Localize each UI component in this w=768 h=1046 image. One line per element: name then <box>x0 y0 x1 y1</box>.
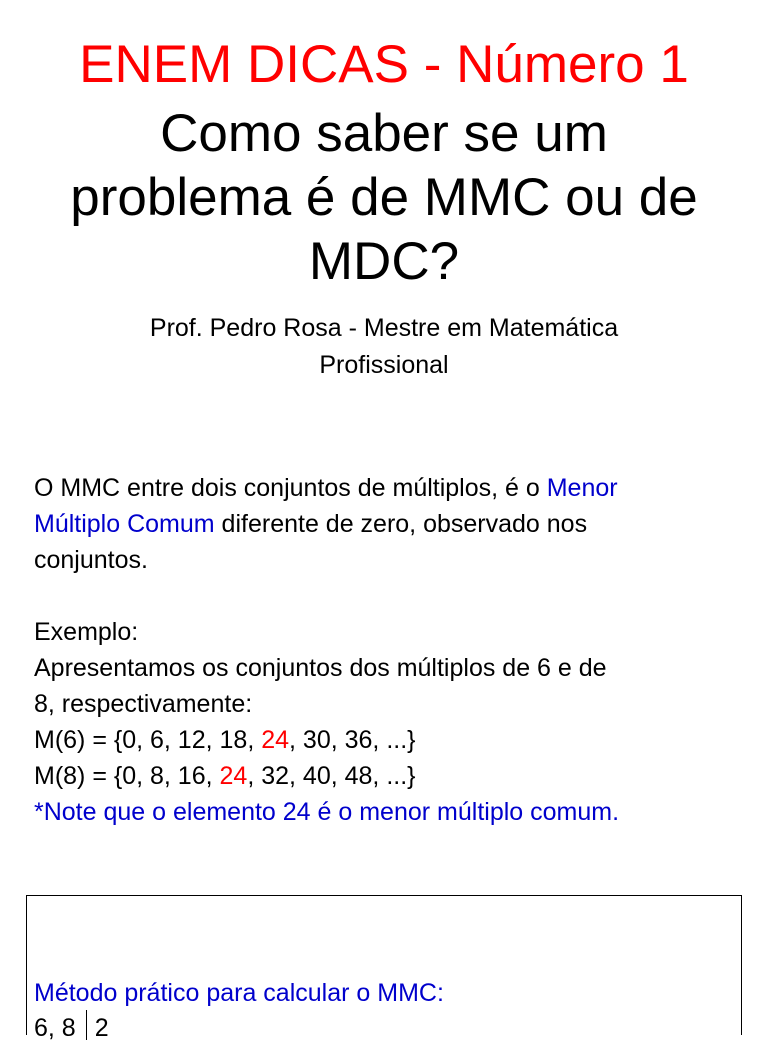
document-title: ENEM DICAS - Número 1 <box>79 35 689 94</box>
subtitle-line: Como saber se um <box>160 104 608 163</box>
text-run: O MMC entre dois conjuntos de múltiplos, é o <box>34 474 547 502</box>
highlight-term: Menor <box>546 474 618 502</box>
text-run: M(8) = {0, 8, 16, <box>34 762 220 790</box>
method-box <box>26 895 742 1035</box>
highlight-number: 24 <box>261 726 290 754</box>
text-run: , 30, 36, ...} <box>289 726 416 754</box>
highlight-term: Múltiplo Comum <box>34 510 215 538</box>
author-line: Prof. Pedro Rosa - Mestre em Matemática <box>149 314 619 342</box>
blank-line <box>34 578 754 614</box>
multiples-of-6 <box>34 722 754 758</box>
division-bar <box>86 1010 87 1040</box>
example-line: Apresentamos os conjuntos dos múltiplos de 6 e de <box>34 654 607 682</box>
example-label: Exemplo: <box>34 618 139 646</box>
author-credit <box>0 310 768 384</box>
method-heading: Método prático para calcular o MMC: <box>34 979 444 1007</box>
subtitle-line: problema é de MMC ou de <box>70 168 698 227</box>
factorization-divisor: 2 <box>94 1014 109 1042</box>
text-run: , 32, 40, 48, ...} <box>247 762 416 790</box>
note-line: *Note que o elemento 24 é o menor múltiplo comum. <box>34 798 620 826</box>
factorization-numbers: 6, 8 <box>34 1014 76 1042</box>
paragraph-line <box>34 470 754 506</box>
text-run: diferente de zero, observado nos <box>214 510 588 538</box>
text-run: M(6) = {0, 6, 12, 18, <box>34 726 262 754</box>
highlight-number: 24 <box>219 762 248 790</box>
document-subtitle <box>0 102 768 294</box>
multiples-of-8 <box>34 758 754 794</box>
example-line: 8, respectivamente: <box>34 690 253 718</box>
author-line: Profissional <box>319 351 449 379</box>
paragraph-line <box>34 506 754 542</box>
factorization-row <box>34 1010 109 1046</box>
explanation-text <box>34 470 754 830</box>
paragraph-line: conjuntos. <box>34 546 148 574</box>
subtitle-line: MDC? <box>308 232 460 291</box>
